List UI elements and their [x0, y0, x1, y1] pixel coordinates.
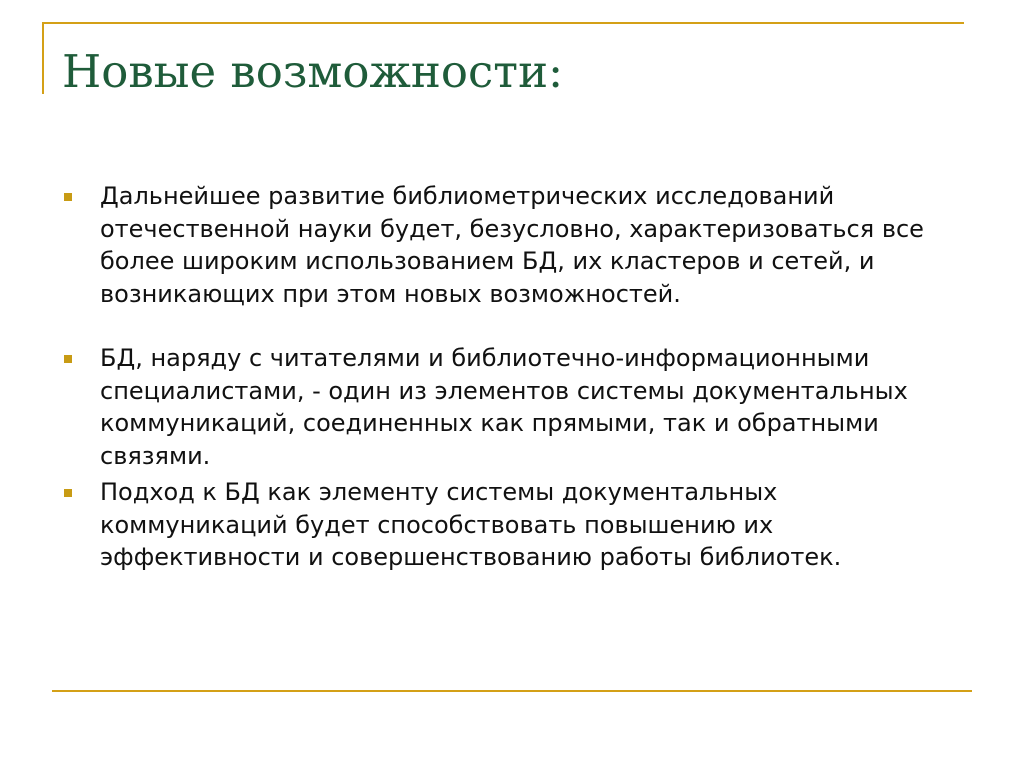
- bullet-text: Подход к БД как элементу системы документальных коммуникаций будет способствовать повышению их эффективности и совершенствованию работы библиотек.: [100, 478, 842, 571]
- left-border-line: [42, 22, 44, 94]
- square-bullet-icon: [64, 489, 72, 497]
- bullet-item: [62, 476, 967, 574]
- bullet-text: Дальнейшее развитие библиометрических исследований отечественной науки будет, безусловно, характеризоваться все более широким использованием БД, их кластеров и сетей, и возникающих при этом новых возможностей.: [100, 182, 924, 308]
- square-bullet-icon: [64, 193, 72, 201]
- top-border-line: [42, 22, 964, 24]
- bullet-list: [62, 180, 967, 574]
- slide-title: Новые возможности:: [62, 45, 564, 98]
- bullet-item: [62, 180, 967, 310]
- bottom-border-line: [52, 690, 972, 692]
- bullet-item: [62, 342, 967, 472]
- bullet-text: БД, наряду с читателями и библиотечно-информационными специалистами, - один из элементов системы документальных коммуникаций, соединенных как прямыми, так и обратными связями.: [100, 344, 908, 470]
- square-bullet-icon: [64, 355, 72, 363]
